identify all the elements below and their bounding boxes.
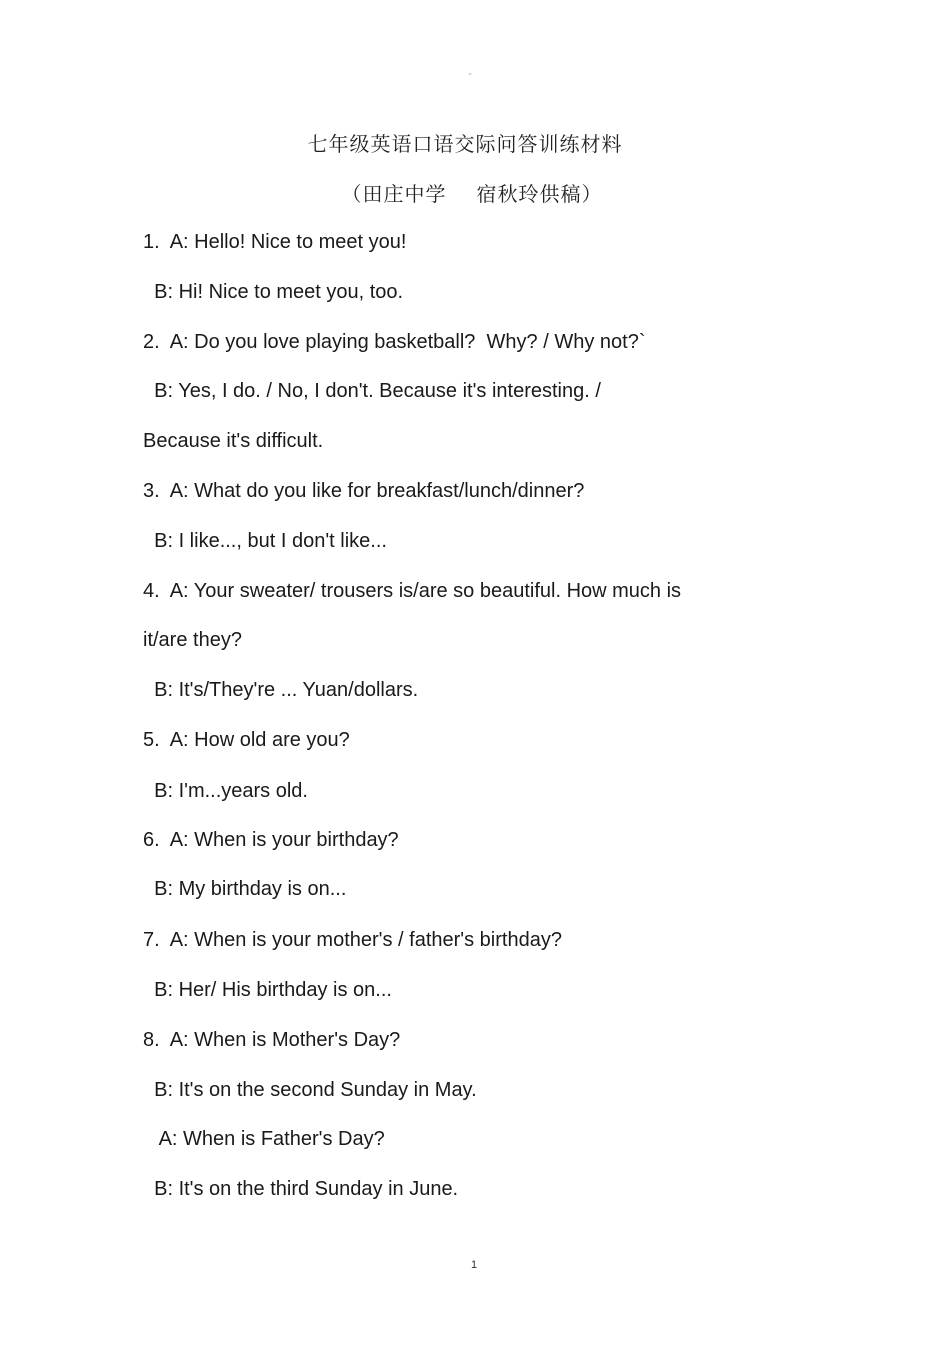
dialogue-line: B: Her/ His birthday is on...	[143, 979, 392, 1001]
document-title: 七年级英语口语交际问答训练材料	[307, 132, 623, 156]
dialogue-line: B: It's on the second Sunday in May.	[143, 1079, 477, 1101]
dialogue-line: A: When is Father's Day?	[143, 1128, 385, 1150]
dialogue-line: B: It's on the third Sunday in June.	[143, 1178, 459, 1200]
dialogue-line: B: Hi! Nice to meet you, too.	[143, 281, 404, 303]
dialogue-line: B: I'm...years old.	[143, 780, 308, 802]
dialogue-line: 4. A: Your sweater/ trousers is/are so beautiful. How much is	[143, 580, 682, 602]
dialogue-line: 8. A: When is Mother's Day?	[143, 1029, 401, 1051]
dialogue-line: 5. A: How old are you?	[143, 729, 350, 751]
dialogue-line: it/are they?	[143, 629, 242, 651]
dialogue-line: Because it's difficult.	[143, 430, 324, 452]
dialogue-line: 7. A: When is your mother's / father's birthday?	[143, 929, 562, 951]
document-subtitle	[0, 178, 947, 207]
header-mark: "	[469, 73, 472, 80]
dialogue-line: B: It's/They're ... Yuan/dollars.	[143, 679, 419, 701]
subtitle-author: 宿秋玲供稿）	[476, 182, 603, 206]
dialogue-line: 2. A: Do you love playing basketball? Why? / Why not?`	[143, 331, 646, 353]
subtitle-school: （田庄中学	[341, 182, 447, 206]
dialogue-line: 3. A: What do you like for breakfast/lunch/dinner?	[143, 480, 585, 502]
dialogue-line: B: My birthday is on...	[143, 878, 347, 900]
dialogue-line: 1. A: Hello! Nice to meet you!	[143, 231, 407, 253]
dialogue-line: B: I like..., but I don't like...	[143, 530, 387, 552]
dialogue-line: 6. A: When is your birthday?	[143, 829, 399, 851]
page-number: 1	[471, 1259, 478, 1271]
dialogue-line: B: Yes, I do. / No, I don't. Because it's interesting. /	[143, 380, 601, 402]
